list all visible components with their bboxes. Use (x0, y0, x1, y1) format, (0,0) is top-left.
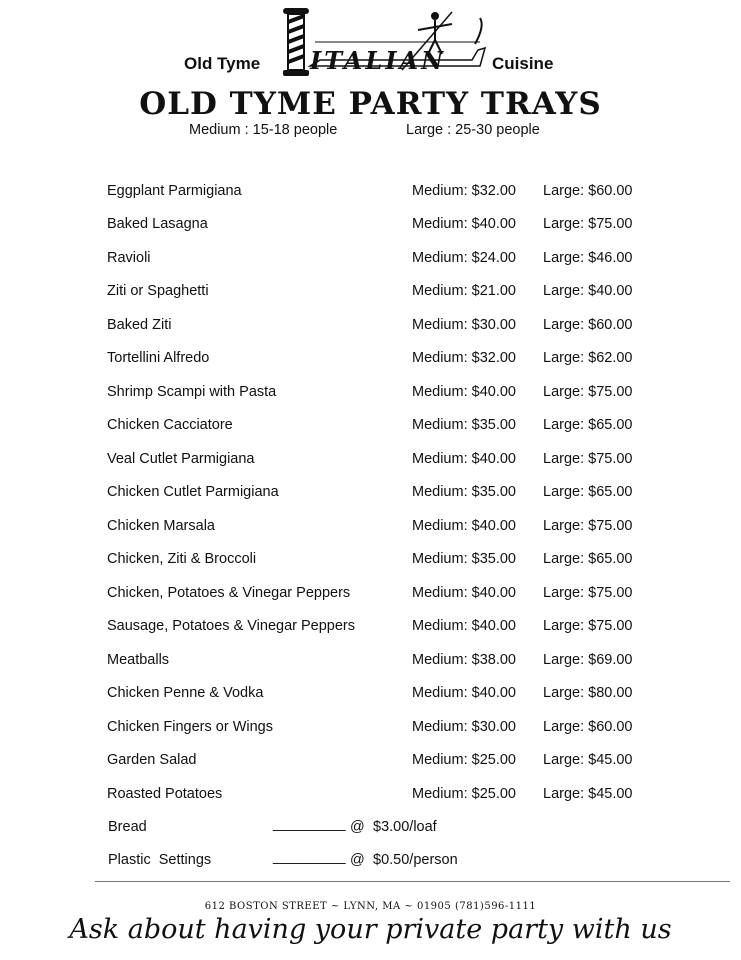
bread-label: Bread (108, 819, 147, 835)
medium-price: Medium: $40.00 (412, 585, 516, 601)
menu-row (0, 618, 741, 642)
large-price: Large: $69.00 (543, 652, 633, 668)
medium-price: Medium: $25.00 (412, 786, 516, 802)
settings-price: $0.50/person (373, 852, 458, 868)
menu-row (0, 451, 741, 475)
large-price: Large: $65.00 (543, 551, 633, 567)
page-title: OLD TYME PARTY TRAYS (139, 86, 602, 122)
menu-row (0, 685, 741, 709)
restaurant-logo (180, 4, 570, 84)
settings-quantity-blank: _________ (273, 849, 346, 865)
medium-price: Medium: $35.00 (412, 417, 516, 433)
item-name: Roasted Potatoes (107, 786, 223, 802)
large-price: Large: $60.00 (543, 183, 633, 199)
item-name: Chicken Cutlet Parmigiana (107, 484, 279, 500)
large-price: Large: $65.00 (543, 484, 633, 500)
large-price: Large: $75.00 (543, 216, 633, 232)
large-price: Large: $75.00 (543, 585, 633, 601)
item-name: Ravioli (107, 250, 151, 266)
menu-row (0, 484, 741, 508)
item-name: Tortellini Alfredo (107, 350, 210, 366)
bread-price: $3.00/loaf (373, 819, 437, 835)
medium-price: Medium: $24.00 (412, 250, 516, 266)
item-name: Chicken Marsala (107, 518, 215, 534)
item-name: Chicken Penne & Vodka (107, 685, 264, 701)
menu-row (0, 317, 741, 341)
item-name: Garden Salad (107, 752, 197, 768)
at-sign: @ (350, 819, 365, 835)
item-name: Shrimp Scampi with Pasta (107, 384, 277, 400)
address-line: 612 BOSTON STREET ~ LYNN, MA ~ 01905 (781)596-1111 (204, 901, 537, 912)
medium-price: Medium: $30.00 (412, 317, 516, 333)
large-price: Large: $62.00 (543, 350, 633, 366)
medium-price: Medium: $40.00 (412, 216, 516, 232)
menu-row (0, 786, 741, 810)
item-name: Veal Cutlet Parmigiana (107, 451, 255, 467)
item-name: Chicken, Ziti & Broccoli (107, 551, 257, 567)
menu-row (0, 719, 741, 743)
medium-price: Medium: $35.00 (412, 551, 516, 567)
logo-left-word: Old Tyme (184, 54, 261, 73)
large-price: Large: $80.00 (543, 685, 633, 701)
private-party-tagline: Ask about having your private party with us (69, 914, 672, 945)
menu-row (0, 518, 741, 542)
menu-row (0, 216, 741, 240)
plastic-settings-label: Plastic Settings (108, 852, 212, 868)
large-price: Large: $40.00 (543, 283, 633, 299)
medium-price: Medium: $40.00 (412, 451, 516, 467)
large-price: Large: $45.00 (543, 786, 633, 802)
medium-price: Medium: $32.00 (412, 183, 516, 199)
medium-price: Medium: $40.00 (412, 518, 516, 534)
large-price: Large: $75.00 (543, 384, 633, 400)
item-name: Chicken, Potatoes & Vinegar Peppers (107, 585, 351, 601)
large-price: Large: $75.00 (543, 618, 633, 634)
large-price: Large: $60.00 (543, 719, 633, 735)
large-size-note: Large : 25-30 people (406, 122, 540, 138)
logo-italian-word: ITALIAN (310, 46, 447, 75)
large-price: Large: $60.00 (543, 317, 633, 333)
menu-row (0, 350, 741, 374)
medium-price: Medium: $35.00 (412, 484, 516, 500)
item-name: Sausage, Potatoes & Vinegar Peppers (107, 618, 356, 634)
medium-price: Medium: $40.00 (412, 685, 516, 701)
item-name: Baked Ziti (107, 317, 172, 333)
item-name: Baked Lasagna (107, 216, 208, 232)
large-price: Large: $46.00 (543, 250, 633, 266)
divider (95, 881, 730, 882)
large-price: Large: $65.00 (543, 417, 633, 433)
menu-row (0, 652, 741, 676)
menu-row (0, 551, 741, 575)
medium-price: Medium: $21.00 (412, 283, 516, 299)
item-name: Meatballs (107, 652, 170, 668)
menu-row (0, 183, 741, 207)
menu-row (0, 417, 741, 441)
menu-row (0, 752, 741, 776)
medium-price: Medium: $30.00 (412, 719, 516, 735)
medium-price: Medium: $38.00 (412, 652, 516, 668)
bread-quantity-blank: _________ (273, 816, 346, 832)
item-name: Chicken Cacciatore (107, 417, 233, 433)
medium-price: Medium: $32.00 (412, 350, 516, 366)
menu-row (0, 585, 741, 609)
menu-row (0, 250, 741, 274)
menu-row (0, 384, 741, 408)
item-name: Eggplant Parmigiana (107, 183, 242, 199)
medium-price: Medium: $40.00 (412, 618, 516, 634)
large-price: Large: $45.00 (543, 752, 633, 768)
menu-row (0, 283, 741, 307)
logo-right-word: Cuisine (492, 54, 554, 73)
item-name: Ziti or Spaghetti (107, 283, 209, 299)
large-price: Large: $75.00 (543, 451, 633, 467)
item-name: Chicken Fingers or Wings (107, 719, 273, 735)
medium-price: Medium: $40.00 (412, 384, 516, 400)
at-sign: @ (350, 852, 365, 868)
large-price: Large: $75.00 (543, 518, 633, 534)
medium-price: Medium: $25.00 (412, 752, 516, 768)
medium-size-note: Medium : 15-18 people (189, 122, 338, 138)
